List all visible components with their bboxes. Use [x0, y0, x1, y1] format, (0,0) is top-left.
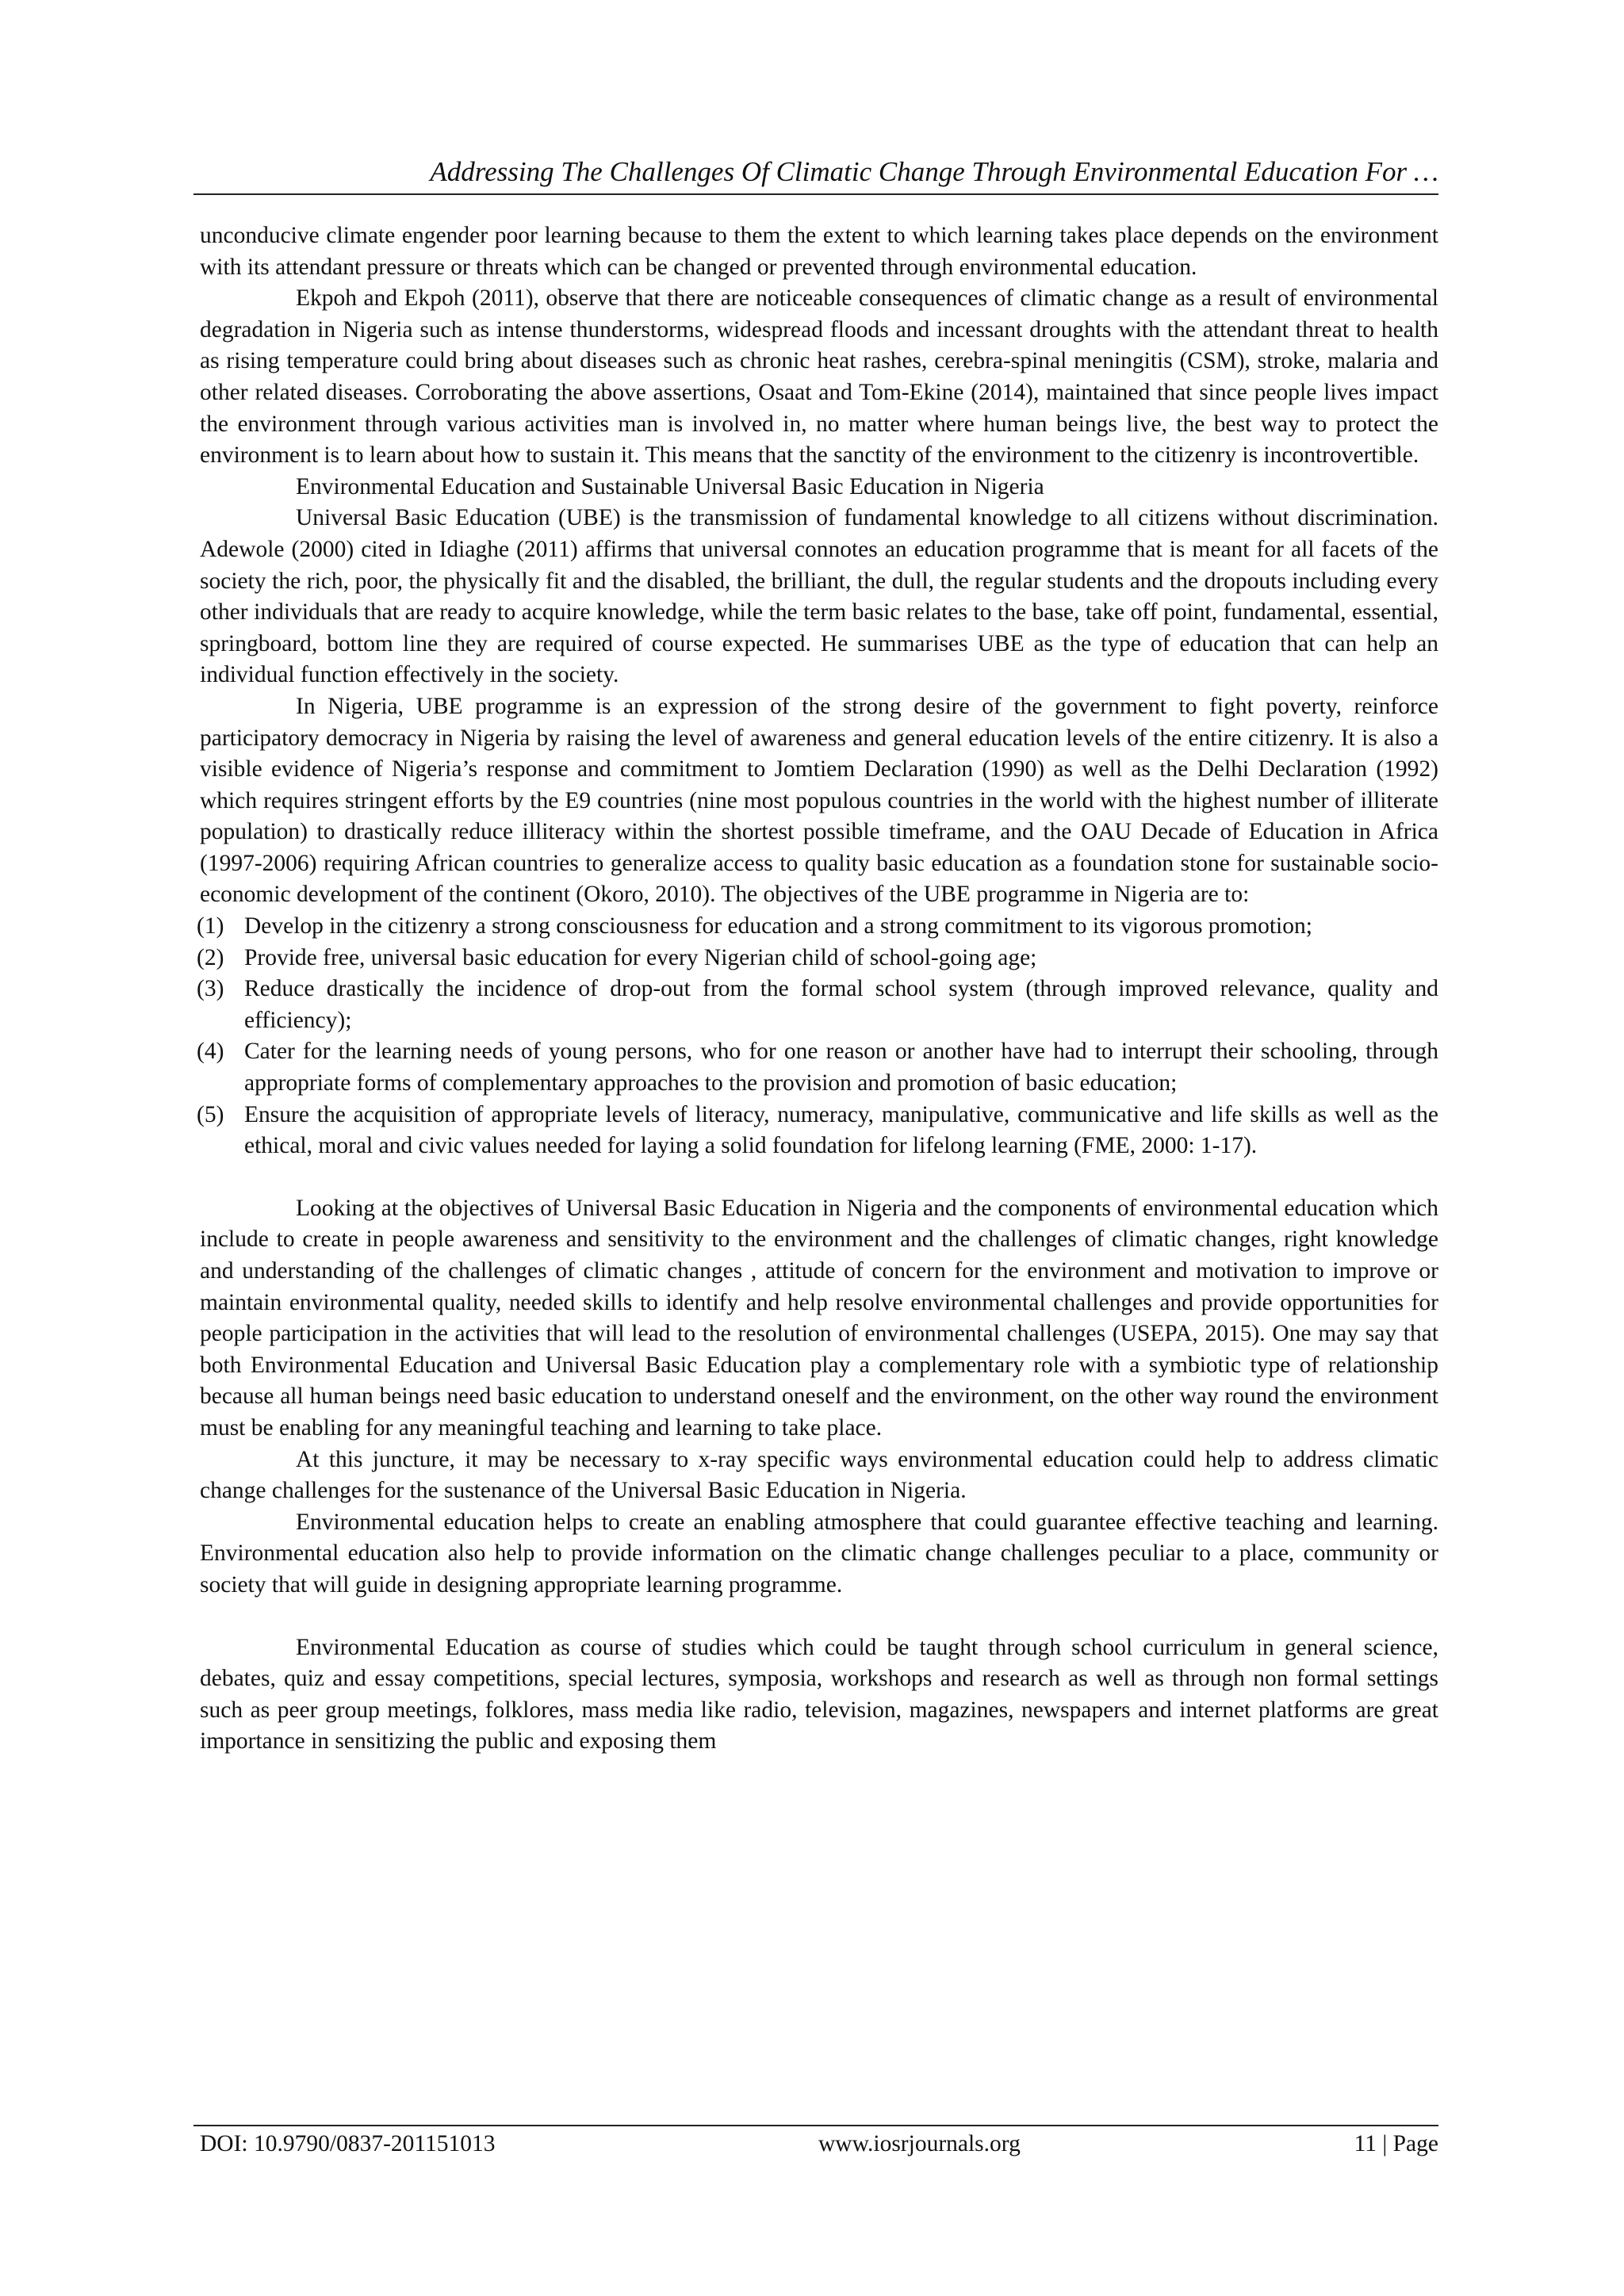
list-item	[197, 943, 1438, 974]
list-item-text: Develop in the citizenry a strong consciousness for education and a strong commitment to its vigorous promotion;	[244, 913, 1312, 939]
list-item	[197, 1036, 1438, 1099]
paragraph-continuation: unconducive climate engender poor learning because to them the extent to which learning takes place depends on the environment with its attendant pressure or threats which can be changed or prevented through environmental education.	[200, 223, 1438, 280]
header-rule	[193, 193, 1438, 195]
list-item-text: Cater for the learning needs of young persons, who for one reason or another have had to interrupt their schooling, through appropriate forms of complementary approaches to the provision and promotion of basic education;	[244, 1039, 1438, 1096]
list-item	[197, 974, 1438, 1036]
footer-page-number: 11 | Page	[1354, 2131, 1438, 2156]
section-heading: Environmental Education and Sustainable Universal Basic Education in Nigeria	[296, 473, 1044, 499]
list-item-number: (5)	[197, 1101, 224, 1127]
list-item	[197, 911, 1438, 943]
page-footer	[200, 2128, 1438, 2160]
paragraph-juncture: At this juncture, it may be necessary to x-ray specific ways environmental education could help to address climatic change challenges for the sustenance of the Universal Basic Education in Nigeria.	[200, 1446, 1438, 1504]
footer-rule	[193, 2125, 1438, 2126]
list-item-number: (1)	[197, 913, 224, 939]
list-item-text: Reduce drastically the incidence of drop-out from the formal school system (through improved relevance, quality and efficiency);	[244, 976, 1438, 1033]
list-item-number: (4)	[197, 1039, 224, 1065]
list-item-number: (2)	[197, 944, 224, 970]
paragraph-course-of-studies: Environmental Education as course of studies which could be taught through school curriculum in general science, debates, quiz and essay competitions, special lectures, symposia, workshops and research as well as through non formal settings such as peer group meetings, folklores, mass media like radio, television, magazines, newspapers and internet platforms are great importance in sensitizing the public and exposing them	[200, 1634, 1438, 1755]
paragraph-objectives-analysis: Looking at the objectives of Universal Basic Education in Nigeria and the components of environmental education which include to create in people awareness and sensitivity to the environment and the challenges of climatic changes, right knowledge and understanding of the challenges of climatic changes , attitude of concern for the environment and motivation to improve or maintain environmental quality, needed skills to identify and help resolve environmental challenges and provide opportunities for people participation in the activities that will lead to the resolution of environmental challenges (USEPA, 2015). One may say that both Environmental Education and Universal Basic Education play a complementary role with a symbiotic type of relationship because all human beings need basic education to understand oneself and the environment, on the other way round the environment must be enabling for any meaningful teaching and learning to take place.	[200, 1195, 1438, 1441]
list-item-number: (3)	[197, 976, 224, 1002]
paragraph-ube-definition: Universal Basic Education (UBE) is the transmission of fundamental knowledge to all citizens without discrimination. Adewole (2000) cited in Idiaghe (2011) affirms that universal connotes an education programme that is meant for all facets of the society the rich, poor, the physically fit and the disabled, the brilliant, the dull, the regular students and the dropouts including every other individuals that are ready to acquire knowledge, while the term basic relates to the base, take off point, fundamental, essential, springboard, bottom line they are required of course expected. He summarises UBE as the type of education that can help an individual function effectively in the society.	[200, 505, 1438, 688]
paragraph-enabling-atmosphere: Environmental education helps to create an enabling atmosphere that could guarantee effective teaching and learning. Environmental education also help to provide information on the climatic change challenges peculiar to a place, community or society that will guide in designing appropriate learning programme.	[200, 1509, 1438, 1598]
running-title: Addressing The Challenges Of Climatic Change Through Environmental Education For …	[430, 156, 1438, 187]
footer-doi: DOI: 10.9790/0837-201151013	[200, 2131, 496, 2156]
paragraph-ube-nigeria: In Nigeria, UBE programme is an expression of the strong desire of the government to fight poverty, reinforce participatory democracy in Nigeria by raising the level of awareness and general education levels of the entire citizenry. It is also a visible evidence of Nigeria’s response and commitment to Jomtiem Declaration (1990) as well as the Delhi Declaration (1992) which requires stringent efforts by the E9 countries (nine most populous countries in the world with the highest number of illiterate population) to drastically reduce illiteracy within the shortest possible timeframe, and the OAU Decade of Education in Africa (1997-2006) requiring African countries to generalize access to quality basic education as a foundation stone for sustainable socio-economic development of the continent (Okoro, 2010). The objectives of the UBE programme in Nigeria are to:	[200, 693, 1438, 908]
paragraph-ekpoh: Ekpoh and Ekpoh (2011), observe that there are noticeable consequences of climatic change as a result of environmental degradation in Nigeria such as intense thunderstorms, widespread floods and incessant droughts with the attendant threat to health as rising temperature could bring about diseases such as chronic heat rashes, cerebra-spinal meningitis (CSM), stroke, malaria and other related diseases. Corroborating the above assertions, Osaat and Tom-Ekine (2014), maintained that since people lives impact the environment through various activities man is involved in, no matter where human beings live, the best way to protect the environment is to learn about how to sustain it. This means that the sanctity of the environment to the citizenry is incontrovertible.	[200, 285, 1438, 469]
list-item-text: Provide free, universal basic education for every Nigerian child of school-going age;	[244, 944, 1037, 970]
objectives-list	[197, 911, 1438, 1162]
footer-website: www.iosrjournals.org	[818, 2131, 1021, 2156]
list-item	[197, 1100, 1438, 1162]
list-item-text: Ensure the acquisition of appropriate levels of literacy, numeracy, manipulative, communicative and life skills as well as the ethical, moral and civic values needed for laying a solid foundation for lifelong learning (FME, 2000: 1-17).	[244, 1101, 1438, 1159]
article-body	[197, 220, 1438, 1758]
